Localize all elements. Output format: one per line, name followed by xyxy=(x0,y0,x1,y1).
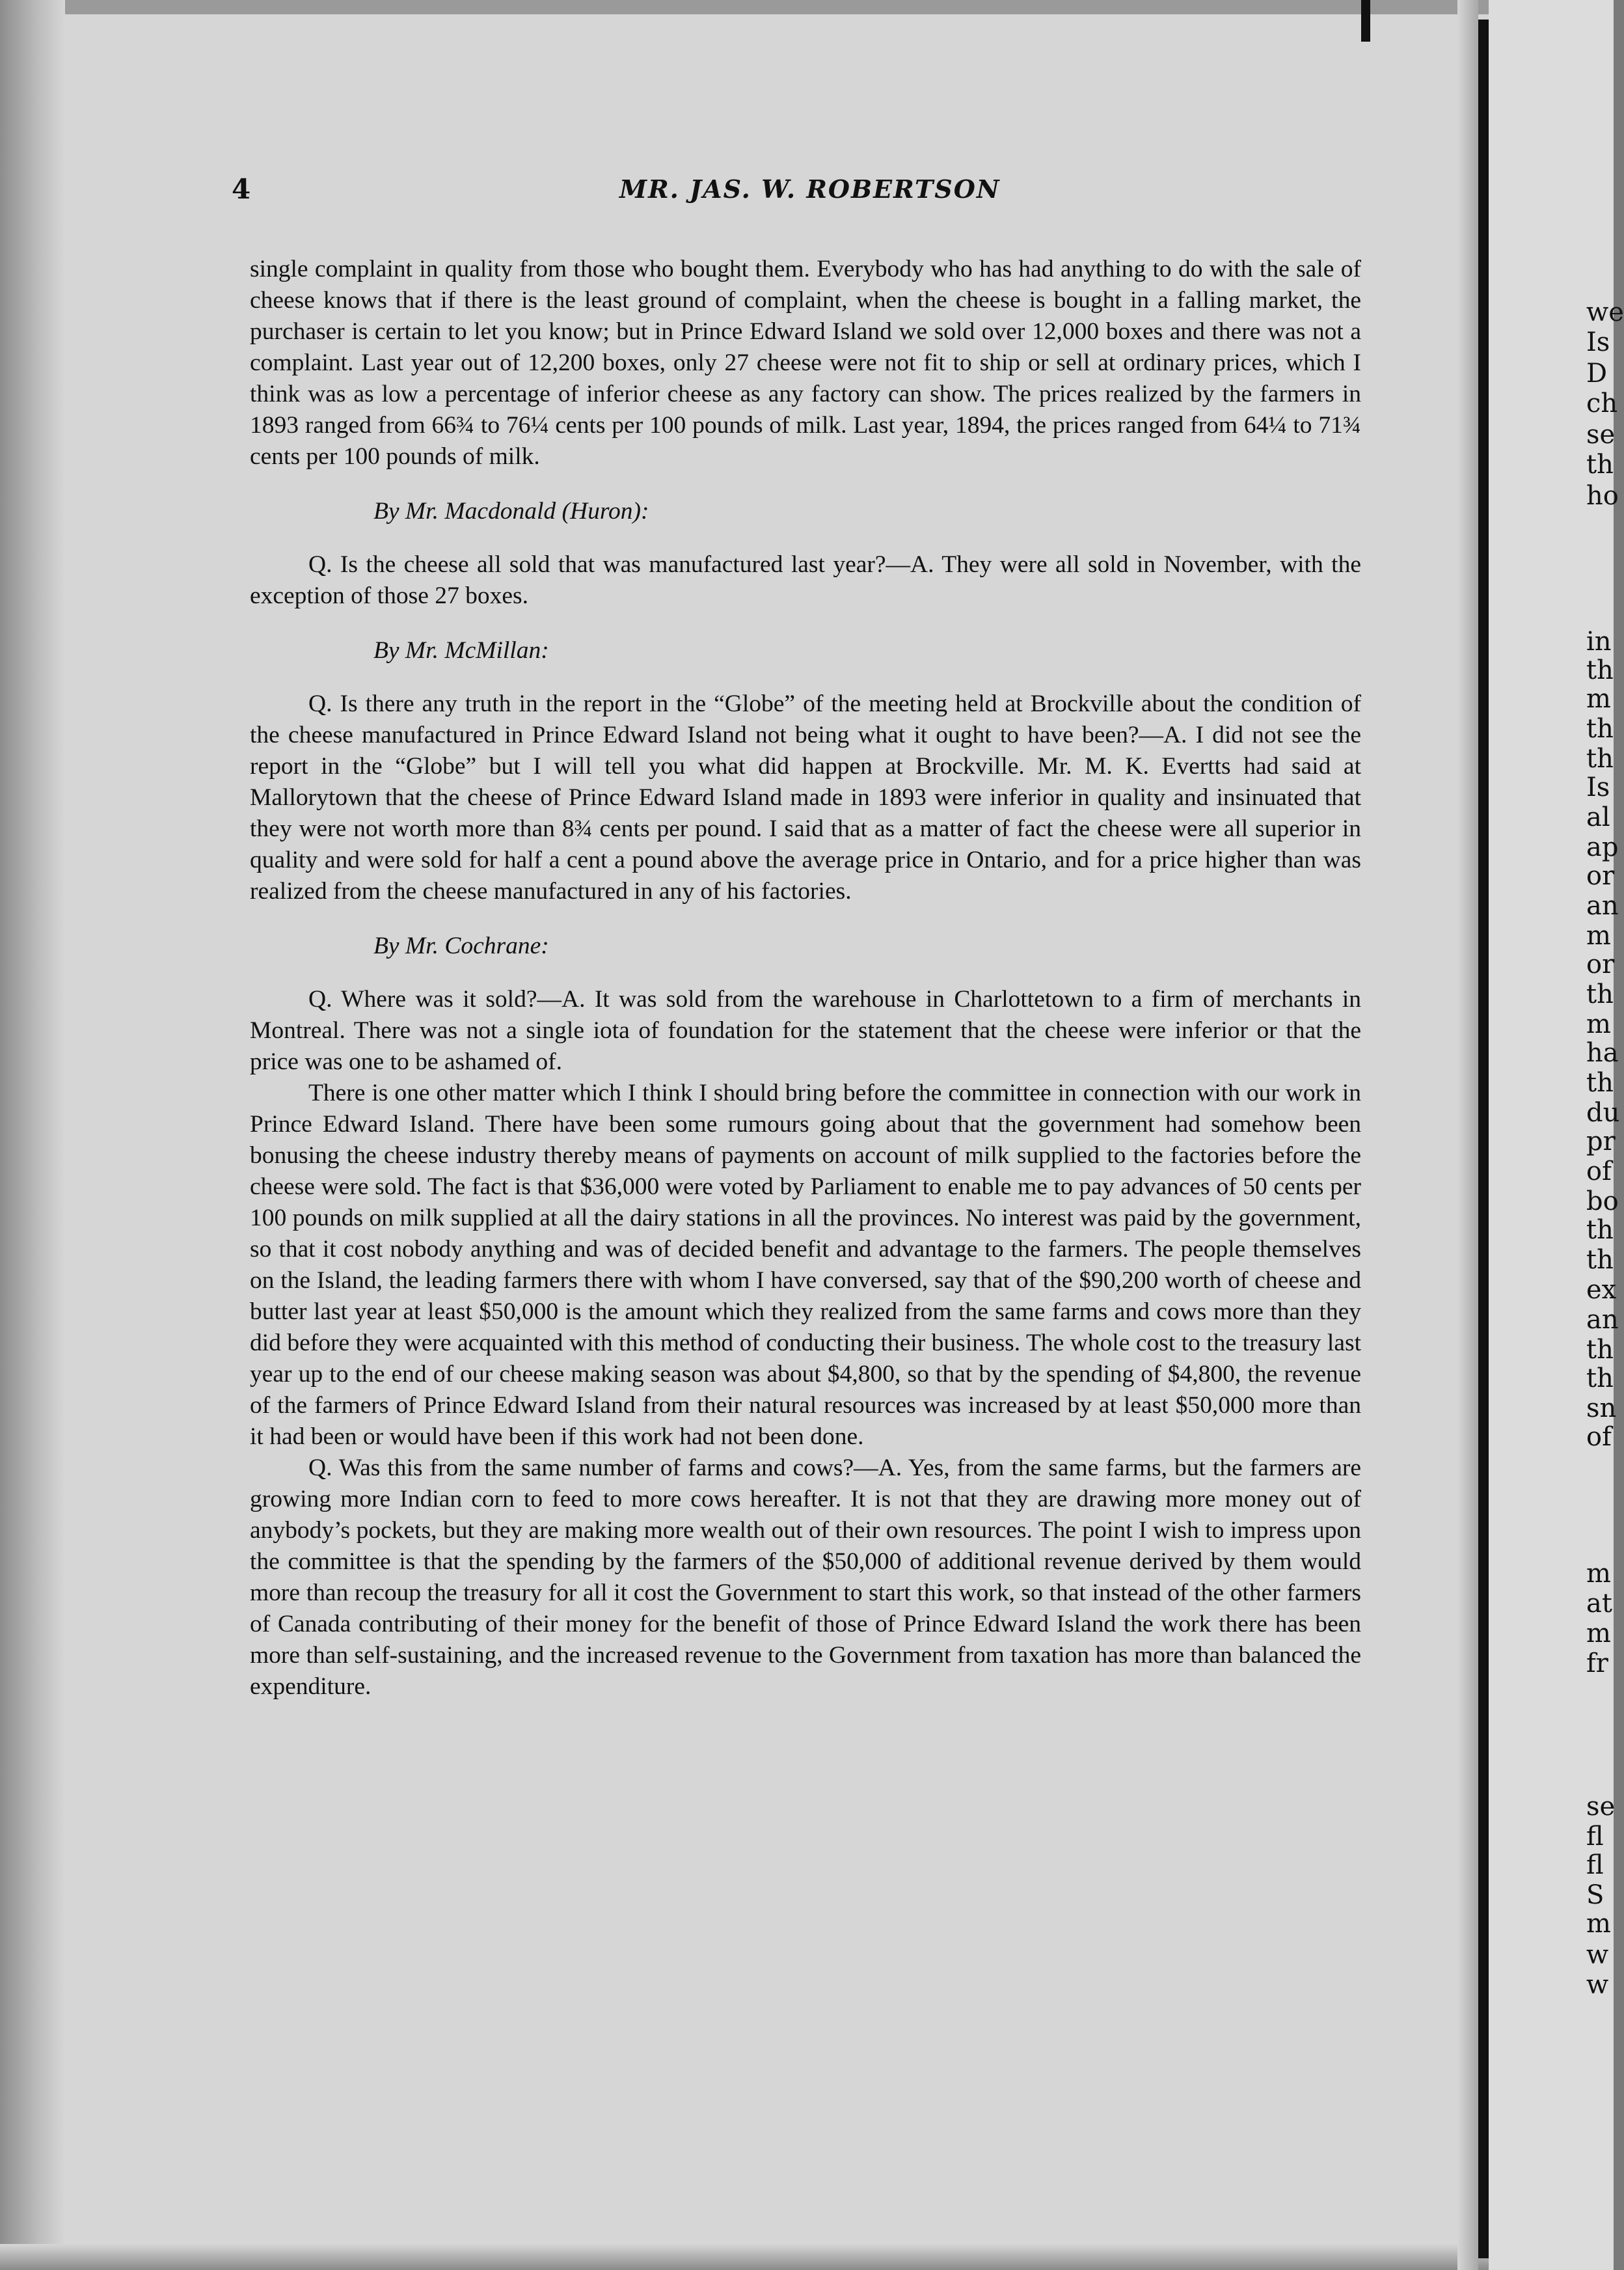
facing-page-fragment: se xyxy=(1586,1792,1616,1822)
facing-page-fragment: Is xyxy=(1586,327,1610,357)
paragraph-6: Q. Was this from the same number of farms and cows?—A. Yes, from the same farms, but the farmers are growing more Indian corn to feed to more cows hereafter. It is not that they are drawing more money out of anybody’s pockets, but they are making more wealth out of their own resources. The point I wish to impress upon the committee is that the spending by the farmers of the $50,000 of additional revenue derived by them would more than recoup the treasury for all it cost the Government to start this work, so that instead of the other farmers of Canada contributing of their money for the benefit of those of Prince Edward Island the work there has been more than self-sustaining, and the increased revenue to the Government from taxation has more than balanced the expenditure. xyxy=(250,1455,1361,1700)
facing-page-fragment: of xyxy=(1586,1422,1612,1452)
paragraph-3: Q. Is there any truth in the report in the “Globe” of the meeting held at Brockville about the condition of the cheese manufactured in Prince Edward Island not being what it ought to have been?—A. I did not see the report in the “Globe” but I will tell you what did happen at Brockville. Mr. M. K. Evertts had said at Mallorytown that the cheese of Prince Edward Island made in 1893 were inferior in quality and insinuated that they were not worth more than 8¾ cents per pound. I said that as a matter of fact the cheese were all superior in quality and were sold for half a cent a pound above the average price in Ontario, and for a price higher than was realized from the cheese manufactured in any of his factories. xyxy=(250,691,1361,905)
facing-page-fragment: pr xyxy=(1586,1127,1616,1156)
scan-left-edge xyxy=(0,0,65,2270)
facing-page-fragment: th xyxy=(1586,450,1614,480)
facing-page-fragment: th xyxy=(1586,1245,1614,1275)
scan-top-edge xyxy=(0,0,1614,14)
facing-page-fragment: fr xyxy=(1586,1648,1608,1678)
speaker-heading-macdonald: By Mr. Macdonald (Huron): xyxy=(373,498,649,525)
facing-page-fragment: D xyxy=(1586,359,1608,389)
facing-page-fragment: se xyxy=(1586,420,1616,450)
facing-page-fragment: m xyxy=(1586,684,1611,714)
facing-page-fragment: al xyxy=(1586,802,1610,832)
facing-page-fragment: th xyxy=(1586,655,1614,685)
facing-page-fragment: th xyxy=(1586,1068,1614,1098)
facing-page-fragment: th xyxy=(1586,1363,1614,1393)
facing-page-fragment: w xyxy=(1586,1940,1609,1970)
paragraph-5: There is one other matter which I think I should bring before the committee in connection with our work in Prince Edward Island. There have been some rumours going about that the government had somehow been bonusing the cheese industry thereby means of payments on account of milk supplied to the factories before the cheese were sold. The fact is that $36,000 were voted by Parliament to enable me to pay advances of 50 cents per 100 pounds on milk supplied at all the dairy stations in all the provinces. No interest was paid by the government, so that it cost nobody anything and was of decided benefit and advantage to the farmers. The people themselves on the Island, the leading farmers there with whom I have conversed, say that of the $90,200 worth of cheese and butter last year at least $50,000 is the amount which they realized from the same farms and cows more than they did before they were acquainted with this method of conducting their business. The whole cost to the treasury last year up to the end of our cheese making season was about $4,800, so that by the spending of $4,800, the revenue of the farmers of Prince Edward Island from their natural resources was increased by at least $50,000 more than it had been or would have been if this work had not been done. xyxy=(250,1080,1361,1450)
scan-bottom-edge xyxy=(0,2244,1614,2270)
body-text xyxy=(250,254,1361,1702)
facing-page-fragment: ap xyxy=(1586,832,1619,862)
facing-page-fragment: m xyxy=(1586,1009,1611,1039)
facing-page-fragment: th xyxy=(1586,744,1614,774)
facing-page-fragment: m xyxy=(1586,1909,1611,1939)
facing-page-edge xyxy=(1489,0,1624,2270)
facing-page-fragment: fl xyxy=(1586,1850,1604,1880)
binding-mark xyxy=(1361,0,1370,42)
facing-page-fragment: ex xyxy=(1586,1275,1617,1305)
facing-page-fragment: at xyxy=(1586,1589,1612,1619)
facing-page-fragment: Is xyxy=(1586,773,1610,802)
facing-page-fragment: th xyxy=(1586,1335,1614,1365)
facing-page-fragment: m xyxy=(1586,921,1611,951)
running-head: MR. JAS. W. ROBERTSON xyxy=(619,174,1001,204)
facing-page-fragment: m xyxy=(1586,1559,1611,1589)
facing-page-fragment: ha xyxy=(1586,1038,1619,1068)
speaker-heading-mcmillan: By Mr. McMillan: xyxy=(373,637,549,664)
facing-page-fragment: th xyxy=(1586,714,1614,744)
facing-page-fragment: w xyxy=(1586,1970,1609,2000)
facing-page-fragment: an xyxy=(1586,1305,1619,1335)
paragraph-1: single complaint in quality from those who bought them. Everybody who has had anything to do with the sale of cheese knows that if there is the least ground of complaint, when the cheese is bought in a falling market, the purchaser is certain to let you know; but in Prince Edward Island we sold over 12,000 boxes and there was not a complaint. Last year out of 12,200 boxes, only 27 cheese were not fit to ship or sell at ordinary prices, which I think was as low a percentage of inferior cheese as any factory can show. The prices realized by the farmers in 1893 ranged from 66¾ to 76¼ cents per 100 pounds of milk. Last year, 1894, the prices ranged from 64¼ to 71¾ cents per 100 pounds of milk. xyxy=(250,256,1361,470)
facing-page-fragment: sn xyxy=(1586,1393,1617,1423)
facing-page-fragment: S xyxy=(1586,1880,1604,1910)
facing-page-fragment: m xyxy=(1586,1619,1611,1648)
speaker-heading-cochrane: By Mr. Cochrane: xyxy=(373,933,549,959)
paragraph-4: Q. Where was it sold?—A. It was sold from the warehouse in Charlottetown to a firm of merchants in Montreal. There was not a single iota of foundation for the statement that the cheese were inferior or that the price was one to be ashamed of. xyxy=(250,986,1361,1075)
facing-page-fragment: th xyxy=(1586,1215,1614,1245)
facing-page-fragment: du xyxy=(1586,1098,1620,1128)
facing-page-fragment: bo xyxy=(1586,1186,1619,1216)
facing-page-fragment: in xyxy=(1586,627,1612,657)
facing-page-fragment: ch xyxy=(1586,389,1618,418)
gutter-shadow xyxy=(1457,0,1478,2270)
facing-page-fragment: or xyxy=(1586,950,1615,979)
facing-page-fragment: we xyxy=(1586,297,1624,327)
facing-page-fragment: th xyxy=(1586,979,1614,1009)
facing-page-fragment: an xyxy=(1586,891,1619,921)
facing-page-fragment: fl xyxy=(1586,1822,1604,1852)
paragraph-2: Q. Is the cheese all sold that was manufactured last year?—A. They were all sold in November, with the exception of those 27 boxes. xyxy=(250,551,1361,609)
facing-page-fragment: or xyxy=(1586,861,1615,891)
facing-page-fragment: ho xyxy=(1586,481,1619,511)
page-number: 4 xyxy=(232,173,251,205)
facing-page-fragment: of xyxy=(1586,1156,1612,1186)
book-gutter xyxy=(1478,20,1489,2258)
